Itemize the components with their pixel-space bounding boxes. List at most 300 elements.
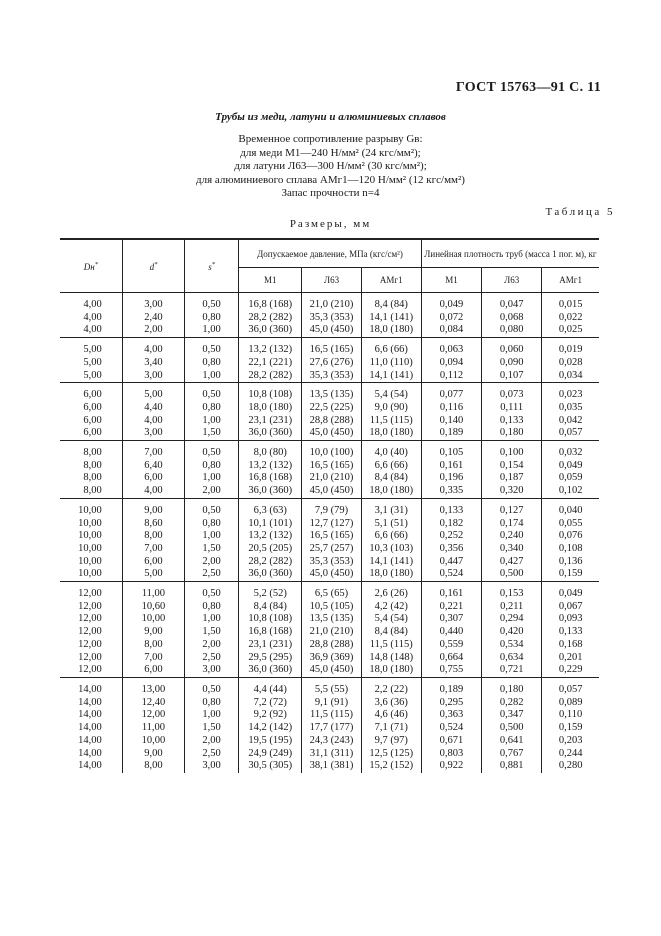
table-caption: Таблица 5 (545, 206, 615, 218)
cell-w-m1: 0,524 (421, 568, 481, 581)
cell-p-l63: 5,5 (55) (302, 684, 361, 697)
cell-p-amg1: 14,1 (141) (361, 312, 421, 325)
cell-dn: 14,00 (60, 722, 122, 735)
cell-p-m1: 18,0 (180) (239, 402, 302, 415)
cell-p-amg1: 3,1 (31) (361, 505, 421, 518)
cell-p-l63: 27,6 (276) (302, 357, 361, 370)
cell-dn: 12,00 (60, 639, 122, 652)
cell-w-m1: 0,295 (421, 697, 481, 710)
cell-p-m1: 36,0 (360) (239, 427, 302, 440)
cell-w-m1: 0,196 (421, 472, 481, 485)
cell-s: 1,00 (185, 472, 239, 485)
cell-p-l63: 31,1 (311) (302, 748, 361, 761)
cell-w-l63: 0,282 (482, 697, 542, 710)
cell-p-m1: 24,9 (249) (239, 748, 302, 761)
cell-w-m1: 0,182 (421, 518, 481, 531)
condition-line: для алюминиевого сплава АМг1—120 Н/мм² (12 кгс/мм²) (196, 173, 465, 186)
cell-w-amg1: 0,040 (542, 505, 599, 518)
cell-p-amg1: 11,5 (115) (361, 639, 421, 652)
cell-d: 2,00 (122, 324, 184, 337)
cell-s: 3,00 (185, 664, 239, 677)
cell-p-m1: 36,0 (360) (239, 568, 302, 581)
col-subheader: АМг1 (542, 268, 599, 293)
cell-w-m1: 0,133 (421, 505, 481, 518)
cell-p-l63: 45,0 (450) (302, 427, 361, 440)
cell-s: 2,50 (185, 568, 239, 581)
cell-p-m1: 7,2 (72) (239, 697, 302, 710)
cell-w-amg1: 0,244 (542, 748, 599, 761)
cell-dn: 8,00 (60, 472, 122, 485)
table-row (60, 447, 599, 460)
table-row (60, 344, 599, 357)
cell-w-l63: 0,534 (482, 639, 542, 652)
cell-w-m1: 0,335 (421, 485, 481, 498)
table-row (60, 543, 599, 556)
cell-w-amg1: 0,049 (542, 588, 599, 601)
cell-p-amg1: 18,0 (180) (361, 568, 421, 581)
cell-p-amg1: 11,0 (110) (361, 357, 421, 370)
table-row (60, 530, 599, 543)
cell-p-amg1: 5,4 (54) (361, 389, 421, 402)
cell-w-l63: 0,294 (482, 613, 542, 626)
cell-p-l63: 21,0 (210) (302, 472, 361, 485)
cell-w-m1: 0,524 (421, 722, 481, 735)
table-row (60, 370, 599, 383)
cell-w-l63: 0,154 (482, 460, 542, 473)
cell-dn: 14,00 (60, 684, 122, 697)
cell-w-l63: 0,180 (482, 427, 542, 440)
cell-p-l63: 28,8 (288) (302, 415, 361, 428)
section-title: Трубы из меди, латуни и алюминиевых сплавов (215, 111, 446, 123)
cell-w-m1: 0,072 (421, 312, 481, 325)
cell-dn: 12,00 (60, 664, 122, 677)
cell-p-amg1: 14,1 (141) (361, 556, 421, 569)
cell-w-m1: 0,307 (421, 613, 481, 626)
cell-w-l63: 0,090 (482, 357, 542, 370)
cell-w-m1: 0,356 (421, 543, 481, 556)
cell-w-m1: 0,922 (421, 760, 481, 773)
cell-s: 2,00 (185, 735, 239, 748)
cell-p-amg1: 12,5 (125) (361, 748, 421, 761)
cell-p-l63: 7,9 (79) (302, 505, 361, 518)
cell-w-m1: 0,755 (421, 664, 481, 677)
col-header-d: d* (122, 239, 184, 293)
table-row (60, 402, 599, 415)
cell-s: 0,80 (185, 402, 239, 415)
cell-s: 2,00 (185, 556, 239, 569)
cell-p-m1: 14,2 (142) (239, 722, 302, 735)
cell-d: 13,00 (122, 684, 184, 697)
cell-p-l63: 16,5 (165) (302, 344, 361, 357)
cell-s: 1,00 (185, 530, 239, 543)
cell-d: 9,00 (122, 626, 184, 639)
cell-w-l63: 0,500 (482, 568, 542, 581)
cell-p-m1: 13,2 (132) (239, 530, 302, 543)
cell-w-amg1: 0,057 (542, 684, 599, 697)
cell-p-amg1: 2,6 (26) (361, 588, 421, 601)
cell-p-amg1: 9,0 (90) (361, 402, 421, 415)
cell-d: 9,00 (122, 748, 184, 761)
cell-p-m1: 10,8 (108) (239, 613, 302, 626)
cell-w-l63: 0,347 (482, 709, 542, 722)
cell-s: 1,50 (185, 722, 239, 735)
cell-w-l63: 0,641 (482, 735, 542, 748)
cell-w-m1: 0,664 (421, 652, 481, 665)
cell-p-amg1: 5,4 (54) (361, 613, 421, 626)
cell-d: 6,00 (122, 472, 184, 485)
cell-s: 3,00 (185, 760, 239, 773)
cell-p-amg1: 4,2 (42) (361, 601, 421, 614)
cell-s: 0,80 (185, 357, 239, 370)
table-row (60, 427, 599, 440)
cell-p-m1: 28,2 (282) (239, 556, 302, 569)
cell-w-m1: 0,116 (421, 402, 481, 415)
cell-w-m1: 0,049 (421, 299, 481, 312)
cell-p-m1: 19,5 (195) (239, 735, 302, 748)
cell-w-l63: 0,420 (482, 626, 542, 639)
table-row (60, 568, 599, 581)
cell-p-l63: 24,3 (243) (302, 735, 361, 748)
cell-w-l63: 0,107 (482, 370, 542, 383)
cell-p-l63: 9,1 (91) (302, 697, 361, 710)
table-row (60, 613, 599, 626)
cell-w-m1: 0,105 (421, 447, 481, 460)
table-row (60, 709, 599, 722)
cell-d: 8,60 (122, 518, 184, 531)
col-header-pressure: Допускаемое давление, МПа (кгс/см²) (239, 239, 422, 268)
cell-w-amg1: 0,093 (542, 613, 599, 626)
cell-p-amg1: 2,2 (22) (361, 684, 421, 697)
cell-p-amg1: 18,0 (180) (361, 427, 421, 440)
cell-p-amg1: 3,6 (36) (361, 697, 421, 710)
table-row (60, 312, 599, 325)
cell-w-l63: 0,767 (482, 748, 542, 761)
cell-dn: 12,00 (60, 588, 122, 601)
cell-w-amg1: 0,110 (542, 709, 599, 722)
cell-w-l63: 0,127 (482, 505, 542, 518)
cell-p-l63: 35,3 (353) (302, 556, 361, 569)
cell-w-m1: 0,440 (421, 626, 481, 639)
cell-w-l63: 0,500 (482, 722, 542, 735)
table-row (60, 626, 599, 639)
cell-p-m1: 23,1 (231) (239, 415, 302, 428)
cell-w-m1: 0,221 (421, 601, 481, 614)
cell-dn: 10,00 (60, 568, 122, 581)
cell-w-m1: 0,063 (421, 344, 481, 357)
condition-line: для меди М1—240 Н/мм² (24 кгс/мм²); (240, 146, 421, 159)
cell-p-l63: 28,8 (288) (302, 639, 361, 652)
table-row (60, 505, 599, 518)
cell-p-amg1: 6,6 (66) (361, 530, 421, 543)
cell-p-amg1: 11,5 (115) (361, 415, 421, 428)
cell-dn: 8,00 (60, 485, 122, 498)
cell-w-amg1: 0,022 (542, 312, 599, 325)
cell-p-amg1: 18,0 (180) (361, 485, 421, 498)
cell-s: 2,50 (185, 652, 239, 665)
cell-w-l63: 0,047 (482, 299, 542, 312)
cell-p-amg1: 18,0 (180) (361, 324, 421, 337)
cell-d: 7,00 (122, 447, 184, 460)
cell-s: 0,80 (185, 460, 239, 473)
cell-d: 6,00 (122, 556, 184, 569)
cell-s: 0,50 (185, 344, 239, 357)
cell-w-amg1: 0,059 (542, 472, 599, 485)
table-row (60, 639, 599, 652)
col-subheader: Л63 (302, 268, 361, 293)
cell-s: 1,50 (185, 543, 239, 556)
cell-p-amg1: 9,7 (97) (361, 735, 421, 748)
cell-d: 7,00 (122, 543, 184, 556)
cell-w-l63: 0,340 (482, 543, 542, 556)
cell-w-amg1: 0,076 (542, 530, 599, 543)
cell-dn: 6,00 (60, 415, 122, 428)
cell-p-l63: 13,5 (135) (302, 389, 361, 402)
cell-w-amg1: 0,159 (542, 568, 599, 581)
cell-p-l63: 21,0 (210) (302, 299, 361, 312)
cell-p-amg1: 10,3 (103) (361, 543, 421, 556)
cell-dn: 12,00 (60, 626, 122, 639)
cell-dn: 4,00 (60, 312, 122, 325)
cell-p-l63: 22,5 (225) (302, 402, 361, 415)
cell-w-l63: 0,320 (482, 485, 542, 498)
table-row (60, 760, 599, 773)
cell-d: 6,40 (122, 460, 184, 473)
cell-d: 11,00 (122, 588, 184, 601)
col-header-density: Линейная плотность труб (масса 1 пог. м), кг (421, 239, 599, 268)
cell-s: 2,00 (185, 639, 239, 652)
conditions-block (0, 133, 661, 201)
cell-p-amg1: 6,6 (66) (361, 344, 421, 357)
cell-p-m1: 28,2 (282) (239, 370, 302, 383)
cell-dn: 10,00 (60, 543, 122, 556)
cell-w-amg1: 0,057 (542, 427, 599, 440)
cell-s: 1,00 (185, 324, 239, 337)
cell-s: 1,00 (185, 370, 239, 383)
table-row (60, 324, 599, 337)
cell-p-l63: 45,0 (450) (302, 324, 361, 337)
cell-p-amg1: 6,6 (66) (361, 460, 421, 473)
cell-d: 4,00 (122, 415, 184, 428)
cell-d: 8,00 (122, 530, 184, 543)
cell-w-amg1: 0,035 (542, 402, 599, 415)
cell-dn: 6,00 (60, 427, 122, 440)
cell-dn: 10,00 (60, 530, 122, 543)
cell-w-amg1: 0,023 (542, 389, 599, 402)
cell-w-m1: 0,803 (421, 748, 481, 761)
cell-d: 3,00 (122, 299, 184, 312)
cell-w-l63: 0,721 (482, 664, 542, 677)
cell-p-l63: 45,0 (450) (302, 485, 361, 498)
cell-w-amg1: 0,201 (542, 652, 599, 665)
cell-d: 7,00 (122, 652, 184, 665)
table-row (60, 664, 599, 677)
cell-s: 1,00 (185, 613, 239, 626)
cell-dn: 6,00 (60, 389, 122, 402)
table-row (60, 472, 599, 485)
cell-dn: 5,00 (60, 370, 122, 383)
table-row (60, 748, 599, 761)
cell-dn: 14,00 (60, 697, 122, 710)
cell-s: 0,50 (185, 299, 239, 312)
cell-p-m1: 22,1 (221) (239, 357, 302, 370)
cell-s: 0,80 (185, 697, 239, 710)
cell-w-l63: 0,068 (482, 312, 542, 325)
cell-s: 1,00 (185, 415, 239, 428)
cell-p-l63: 45,0 (450) (302, 664, 361, 677)
cell-w-amg1: 0,049 (542, 460, 599, 473)
cell-s: 0,80 (185, 601, 239, 614)
cell-w-l63: 0,427 (482, 556, 542, 569)
cell-w-amg1: 0,067 (542, 601, 599, 614)
cell-p-l63: 6,5 (65) (302, 588, 361, 601)
cell-p-l63: 38,1 (381) (302, 760, 361, 773)
col-subheader: Л63 (482, 268, 542, 293)
cell-p-l63: 11,5 (115) (302, 709, 361, 722)
table-body (60, 293, 599, 773)
cell-d: 5,00 (122, 568, 184, 581)
cell-p-m1: 5,2 (52) (239, 588, 302, 601)
cell-w-m1: 0,084 (421, 324, 481, 337)
cell-dn: 5,00 (60, 357, 122, 370)
cell-dn: 5,00 (60, 344, 122, 357)
cell-w-l63: 0,174 (482, 518, 542, 531)
cell-p-l63: 10,0 (100) (302, 447, 361, 460)
cell-d: 8,00 (122, 760, 184, 773)
cell-d: 12,40 (122, 697, 184, 710)
cell-w-l63: 0,111 (482, 402, 542, 415)
cell-p-m1: 30,5 (305) (239, 760, 302, 773)
cell-p-l63: 17,7 (177) (302, 722, 361, 735)
col-subheader: АМг1 (361, 268, 421, 293)
cell-p-amg1: 18,0 (180) (361, 664, 421, 677)
cell-p-m1: 28,2 (282) (239, 312, 302, 325)
cell-dn: 14,00 (60, 748, 122, 761)
cell-p-l63: 45,0 (450) (302, 568, 361, 581)
cell-d: 3,00 (122, 427, 184, 440)
cell-w-m1: 0,252 (421, 530, 481, 543)
cell-w-l63: 0,133 (482, 415, 542, 428)
cell-p-l63: 25,7 (257) (302, 543, 361, 556)
cell-s: 0,80 (185, 312, 239, 325)
cell-p-m1: 9,2 (92) (239, 709, 302, 722)
cell-p-l63: 21,0 (210) (302, 626, 361, 639)
cell-w-l63: 0,881 (482, 760, 542, 773)
condition-line: для латуни Л63—300 Н/мм² (30 кгс/мм²); (234, 160, 427, 172)
cell-s: 0,80 (185, 518, 239, 531)
cell-w-amg1: 0,203 (542, 735, 599, 748)
table-row (60, 357, 599, 370)
cell-s: 0,50 (185, 389, 239, 402)
cell-w-amg1: 0,028 (542, 357, 599, 370)
cell-dn: 4,00 (60, 324, 122, 337)
cell-p-l63: 36,9 (369) (302, 652, 361, 665)
cell-s: 2,00 (185, 485, 239, 498)
cell-p-amg1: 5,1 (51) (361, 518, 421, 531)
cell-w-amg1: 0,025 (542, 324, 599, 337)
cell-w-m1: 0,447 (421, 556, 481, 569)
cell-p-amg1: 8,4 (84) (361, 472, 421, 485)
cell-d: 10,60 (122, 601, 184, 614)
cell-p-amg1: 4,6 (46) (361, 709, 421, 722)
cell-dn: 10,00 (60, 556, 122, 569)
cell-w-m1: 0,671 (421, 735, 481, 748)
cell-s: 0,50 (185, 588, 239, 601)
cell-w-l63: 0,211 (482, 601, 542, 614)
cell-w-l63: 0,240 (482, 530, 542, 543)
cell-s: 0,50 (185, 684, 239, 697)
cell-p-amg1: 8,4 (84) (361, 299, 421, 312)
cell-d: 3,00 (122, 370, 184, 383)
cell-dn: 14,00 (60, 760, 122, 773)
cell-w-amg1: 0,133 (542, 626, 599, 639)
cell-w-l63: 0,073 (482, 389, 542, 402)
cell-dn: 8,00 (60, 447, 122, 460)
cell-p-m1: 10,1 (101) (239, 518, 302, 531)
cell-p-m1: 23,1 (231) (239, 639, 302, 652)
cell-dn: 12,00 (60, 601, 122, 614)
table-row (60, 389, 599, 402)
cell-p-amg1: 4,0 (40) (361, 447, 421, 460)
cell-p-m1: 16,8 (168) (239, 299, 302, 312)
cell-w-m1: 0,077 (421, 389, 481, 402)
cell-p-m1: 13,2 (132) (239, 344, 302, 357)
cell-w-amg1: 0,015 (542, 299, 599, 312)
cell-p-l63: 35,3 (353) (302, 370, 361, 383)
table-row (60, 684, 599, 697)
cell-s: 0,50 (185, 505, 239, 518)
cell-w-m1: 0,140 (421, 415, 481, 428)
cell-w-amg1: 0,280 (542, 760, 599, 773)
cell-w-l63: 0,180 (482, 684, 542, 697)
cell-d: 4,00 (122, 485, 184, 498)
cell-w-m1: 0,161 (421, 460, 481, 473)
cell-d: 4,40 (122, 402, 184, 415)
cell-dn: 8,00 (60, 460, 122, 473)
table-row (60, 652, 599, 665)
cell-p-l63: 16,5 (165) (302, 530, 361, 543)
cell-d: 6,00 (122, 664, 184, 677)
cell-p-l63: 10,5 (105) (302, 601, 361, 614)
cell-p-m1: 13,2 (132) (239, 460, 302, 473)
table-row (60, 697, 599, 710)
cell-p-m1: 16,8 (168) (239, 626, 302, 639)
cell-s: 0,50 (185, 447, 239, 460)
cell-w-amg1: 0,034 (542, 370, 599, 383)
col-subheader: М1 (421, 268, 481, 293)
cell-p-m1: 36,0 (360) (239, 485, 302, 498)
cell-p-amg1: 14,8 (148) (361, 652, 421, 665)
cell-d: 4,00 (122, 344, 184, 357)
pipe-table (60, 238, 599, 773)
cell-w-amg1: 0,136 (542, 556, 599, 569)
cell-p-m1: 8,4 (84) (239, 601, 302, 614)
cell-p-amg1: 15,2 (152) (361, 760, 421, 773)
cell-dn: 14,00 (60, 709, 122, 722)
cell-dn: 12,00 (60, 613, 122, 626)
table-row (60, 735, 599, 748)
cell-w-m1: 0,189 (421, 684, 481, 697)
cell-p-amg1: 7,1 (71) (361, 722, 421, 735)
cell-w-l63: 0,153 (482, 588, 542, 601)
cell-p-m1: 36,0 (360) (239, 324, 302, 337)
table-row (60, 588, 599, 601)
cell-dn: 10,00 (60, 518, 122, 531)
cell-dn: 12,00 (60, 652, 122, 665)
cell-p-l63: 35,3 (353) (302, 312, 361, 325)
cell-dn: 14,00 (60, 735, 122, 748)
cell-w-amg1: 0,108 (542, 543, 599, 556)
cell-p-m1: 10,8 (108) (239, 389, 302, 402)
